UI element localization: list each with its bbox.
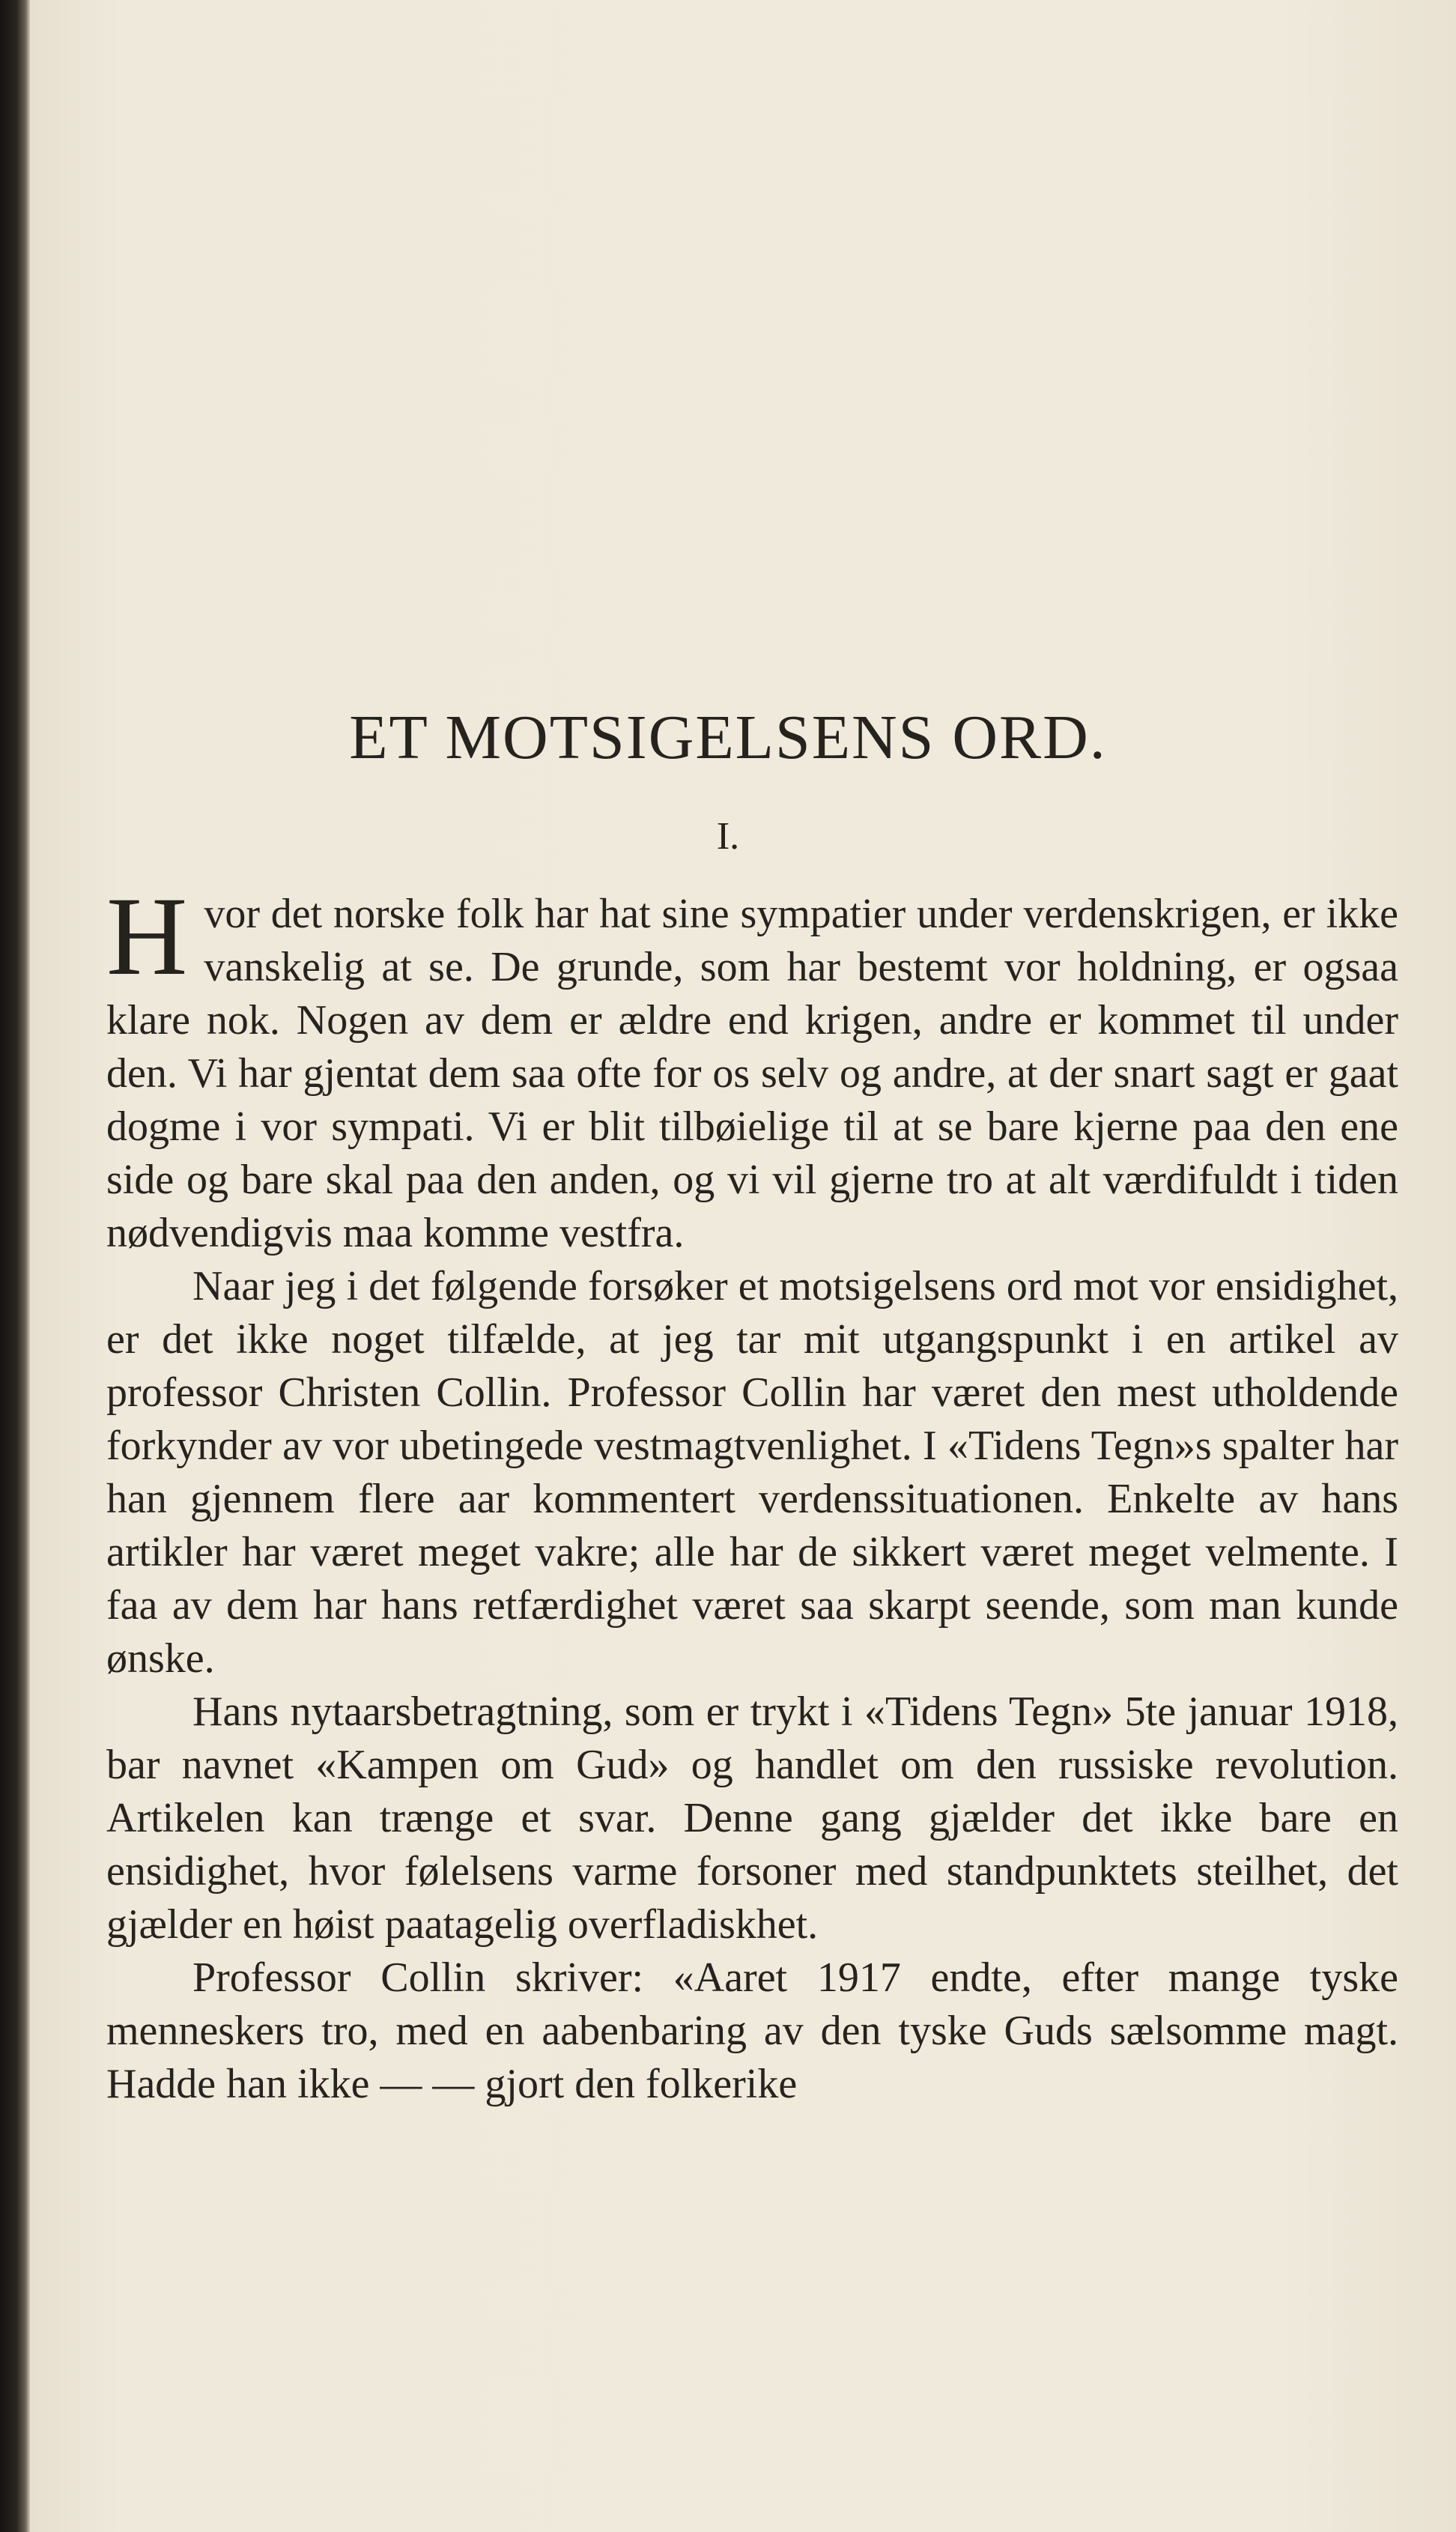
- paragraph: [106, 1951, 1398, 2111]
- paragraph: [106, 874, 1398, 1260]
- paragraph-text: Naar jeg i det følgende forsøker et motsigelsens ord mot vor ensidighet, er det ikke noget tilfælde, at jeg tar mit utgangspunkt i en artikel av professor Christen Collin. Professor Collin har været den mest utholdende forkynder av vor ubetingede vestmagtvenlighet. I «Tidens Tegn»s spalter har han gjennem flere aar kommentert verdenssituationen. Enkelte av hans artikler har været meget vakre; alle har de sikkert været meget velmente. I faa av dem har hans retfærdighet været saa skarpt seende, som man kunde ønske.: [106, 1263, 1398, 1682]
- section-number: I.: [716, 815, 740, 858]
- paragraph: [106, 1686, 1398, 1951]
- paragraph-text: vor det norske folk har hat sine sympatier under verdenskrigen, er ikke vanskelig at se. De grunde, som har bestemt vor holdning, er ogsaa klare nok. Nogen av dem er ældre end krigen, andre er kommet til under den. Vi har gjentat dem saa ofte for os selv og andre, at der snart sagt er gaat dogme i vor sympati. Vi er blit tilbøielige til at se bare kjerne paa den ene side og bare skal paa den anden, og vi vil gjerne tro at alt værdifuldt i tiden nødvendigvis maa komme vestfra.: [106, 891, 1398, 1256]
- paragraph-text: Professor Collin skriver: «Aaret 1917 endte, efter mange tyske menneskers tro, med en aabenbaring av den tyske Guds sælsomme magt. Hadde han ikke — — gjort den folkerike: [106, 1954, 1398, 2107]
- book-spine-shadow: [0, 0, 30, 2532]
- paragraph: [106, 1260, 1398, 1686]
- body-text: [106, 874, 1398, 2111]
- drop-cap: H: [106, 874, 188, 999]
- paragraph-text: Hans nytaarsbetragtning, som er trykt i «Tidens Tegn» 5te januar 1918, bar navnet «Kampen om Gud» og handlet om den russiske revolution. Artikelen kan trænge et svar. Denne gang gjælder det ikke bare en ensidighet, hvor følelsens varme forsoner med standpunktets steilhet, det gjælder en høist paatagelig overfladiskhet.: [106, 1688, 1398, 1948]
- chapter-title: ET MOTSIGELSENS ORD.: [349, 703, 1107, 772]
